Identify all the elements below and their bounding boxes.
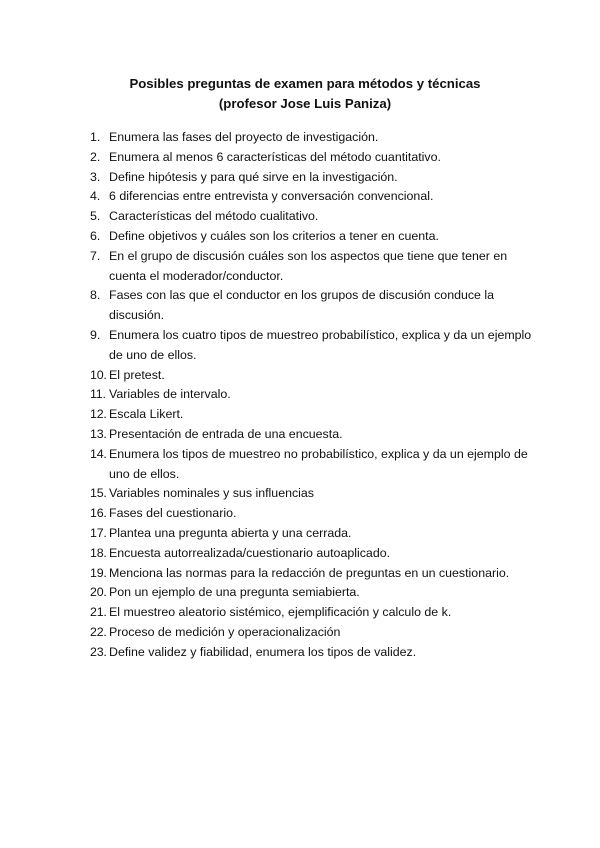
question-item <box>90 564 535 584</box>
question-item <box>90 405 535 425</box>
question-number: 23. <box>90 644 107 659</box>
question-number: 5. <box>90 209 101 224</box>
question-list <box>90 128 535 663</box>
question-number: 2. <box>90 149 101 164</box>
question-text: El muestreo aleatorio sistémico, ejemplificación y calculo de k. <box>109 605 452 620</box>
question-number: 13. <box>90 426 107 441</box>
question-item <box>90 148 535 168</box>
question-text: Define objetivos y cuáles son los criterios a tener en cuenta. <box>109 228 439 243</box>
question-text: El pretest. <box>109 367 165 382</box>
question-item <box>90 583 535 603</box>
question-item <box>90 326 535 366</box>
question-number: 17. <box>90 525 107 540</box>
question-item <box>90 247 535 287</box>
question-number: 9. <box>90 327 101 342</box>
question-number: 15. <box>90 486 107 501</box>
question-number: 3. <box>90 169 101 184</box>
question-text: Variables de intervalo. <box>109 387 231 402</box>
question-text: Enumera las fases del proyecto de investigación. <box>109 130 379 144</box>
question-number: 1. <box>90 130 101 144</box>
question-item <box>90 168 535 188</box>
question-number: 11. <box>90 387 106 402</box>
question-text: Pon un ejemplo de una pregunta semiabierta. <box>109 585 360 600</box>
question-text: Fases del cuestionario. <box>109 506 237 521</box>
question-number: 22. <box>90 624 107 639</box>
question-text: Variables nominales y sus influencias <box>109 486 315 501</box>
question-number: 19. <box>90 565 107 580</box>
question-text: En el grupo de discusión cuáles son los aspectos que tiene que tener en cuenta el moderador/conductor. <box>109 248 508 283</box>
question-text: Plantea una pregunta abierta y una cerrada. <box>109 525 352 540</box>
question-item <box>90 643 535 663</box>
question-item <box>90 128 535 148</box>
question-item <box>90 504 535 524</box>
question-number: 14. <box>90 446 107 461</box>
question-text: Características del método cualitativo. <box>109 209 319 224</box>
question-item <box>90 524 535 544</box>
title-line-1: Posibles preguntas de examen para métodos y técnicas <box>129 76 481 91</box>
question-number: 6. <box>90 228 101 243</box>
question-item <box>90 227 535 247</box>
title-line-2: (profesor Jose Luis Paniza) <box>218 96 392 111</box>
question-number: 10. <box>90 367 107 382</box>
question-number: 20. <box>90 585 107 600</box>
question-text: Encuesta autorrealizada/cuestionario autoaplicado. <box>109 545 391 560</box>
question-text: Fases con las que el conductor en los grupos de discusión conduce la discusión. <box>109 288 495 323</box>
question-item <box>90 207 535 227</box>
question-number: 8. <box>90 288 101 303</box>
question-text: Presentación de entrada de una encuesta. <box>109 426 343 441</box>
question-item <box>90 385 535 405</box>
document-title <box>10 74 600 114</box>
question-text: Enumera los cuatro tipos de muestreo probabilístico, explica y da un ejemplo de uno de ellos. <box>109 327 532 362</box>
question-item <box>90 623 535 643</box>
question-text: Define validez y fiabilidad, enumera los tipos de validez. <box>109 644 417 659</box>
question-item <box>90 425 535 445</box>
question-number: 21. <box>90 605 107 620</box>
question-number: 4. <box>90 189 101 204</box>
question-text: Escala Likert. <box>109 407 184 422</box>
question-item <box>90 187 535 207</box>
question-text: Proceso de medición y operacionalización <box>109 624 341 639</box>
question-item <box>90 445 535 485</box>
question-item <box>90 366 535 386</box>
question-number: 12. <box>90 407 107 422</box>
question-item <box>90 544 535 564</box>
question-text: Enumera los tipos de muestreo no probabilístico, explica y da un ejemplo de uno de ellos. <box>109 446 528 481</box>
question-item <box>90 603 535 623</box>
question-number: 16. <box>90 506 107 521</box>
question-number: 18. <box>90 545 107 560</box>
question-number: 7. <box>90 248 101 263</box>
question-text: Enumera al menos 6 características del método cuantitativo. <box>109 149 441 164</box>
question-text: Define hipótesis y para qué sirve en la investigación. <box>109 169 398 184</box>
question-item <box>90 286 535 326</box>
question-text: Menciona las normas para la redacción de preguntas en un cuestionario. <box>109 565 510 580</box>
question-item <box>90 484 535 504</box>
question-text: 6 diferencias entre entrevista y conversación convencional. <box>109 189 434 204</box>
